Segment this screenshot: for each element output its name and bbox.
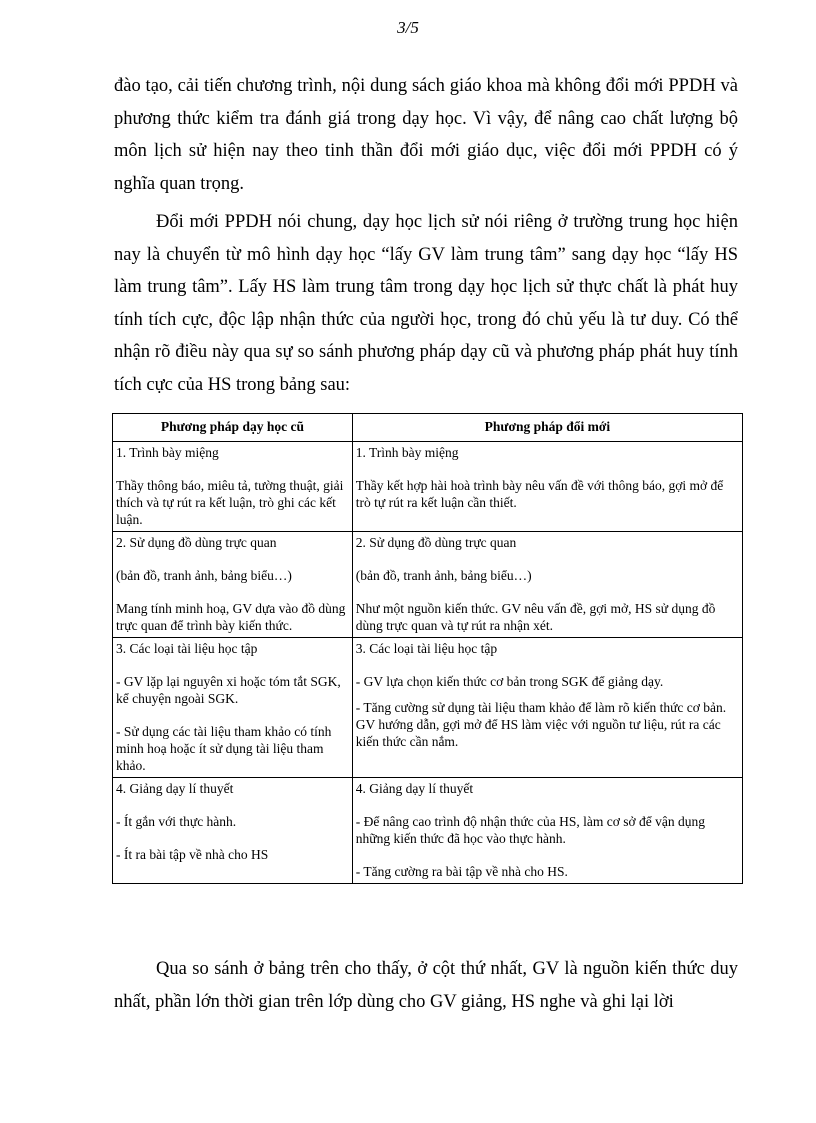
cell-text: - GV lựa chọn kiến thức cơ bản trong SGK để giảng dạy. — [355, 674, 664, 689]
cell-heading: 2. Sử dụng đồ dùng trực quan — [355, 535, 517, 550]
cell-text: (bản đồ, tranh ảnh, bảng biểu…) — [355, 568, 532, 583]
cell-old-method — [113, 532, 353, 638]
cell-new-method — [352, 532, 742, 638]
cell-heading: 3. Các loại tài liệu học tập — [116, 641, 258, 656]
header-old-method: Phương pháp dạy học cũ — [113, 414, 353, 442]
paragraph-intro: đào tạo, cải tiến chương trình, nội dung sách giáo khoa mà không đổi mới PPDH và phương thức kiểm tra đánh giá trong dạy học. Vì vậy, để nâng cao chất lượng bộ môn lịch sử hiện nay theo tinh thần đổi mới giáo dục, việc đổi mới PPDH có ý nghĩa quan trọng. — [114, 76, 738, 194]
cell-heading: 3. Các loại tài liệu học tập — [355, 641, 498, 656]
cell-old-method — [113, 442, 353, 532]
cell-text: (bản đồ, tranh ảnh, bảng biểu…) — [116, 568, 292, 583]
cell-new-method — [352, 442, 742, 532]
cell-text: - Tăng cường ra bài tập về nhà cho HS. — [355, 864, 568, 879]
cell-new-method — [352, 778, 742, 884]
cell-heading: 4. Giảng dạy lí thuyết — [116, 781, 234, 796]
cell-text: - Ít gắn với thực hành. — [116, 814, 237, 829]
cell-text: Thầy thông báo, miêu tả, tường thuật, giải thích và tự rút ra kết luận, trò ghi các kết luận. — [116, 478, 344, 527]
table-row — [113, 778, 743, 884]
cell-heading: 1. Trình bày miệng — [355, 445, 459, 460]
comparison-table — [112, 413, 743, 884]
paragraph-conclusion: Qua so sánh ở bảng trên cho thấy, ở cột thứ nhất, GV là nguồn kiến thức duy nhất, phần lớn thời gian trên lớp dùng cho GV giảng, HS nghe và ghi lại lời — [114, 959, 738, 1012]
cell-old-method — [113, 778, 353, 884]
page-number: 3/5 — [397, 18, 419, 37]
table-row — [113, 638, 743, 778]
paragraph-comparison-intro: Đổi mới PPDH nói chung, dạy học lịch sử nói riêng ở trường trung học hiện nay là chuyển từ mô hình dạy học “lấy GV làm trung tâm” sang dạy học “lấy HS làm trung tâm”. Lấy HS làm trung tâm trong dạy học lịch sử thực chất là phát huy tính tích cực, độc lập nhận thức của người học, trong đó chủ yếu là tư duy. Có thể nhận rõ điều này qua sự so sánh phương pháp dạy cũ và phương pháp phát huy tính tích cực của HS trong bảng sau: — [114, 212, 738, 395]
cell-text: Mang tính minh hoạ, GV dựa vào đồ dùng trực quan để trình bày kiến thức. — [116, 601, 346, 633]
cell-text: Như một nguồn kiến thức. GV nêu vấn đề, gợi mở, HS sử dụng đồ dùng trực quan và tự rút ra nhận xét. — [355, 601, 716, 633]
cell-text: - GV lặp lại nguyên xi hoặc tóm tắt SGK, kể chuyện ngoài SGK. — [116, 674, 341, 706]
table-row — [113, 442, 743, 532]
cell-text: - Để nâng cao trình độ nhận thức của HS, làm cơ sở để vận dụng những kiến thức đã học vào thực hành. — [355, 814, 706, 846]
cell-text: - Sử dụng các tài liệu tham khảo có tính minh hoạ hoặc ít sử dụng tài liệu tham khảo. — [116, 724, 332, 773]
table-header-row — [113, 414, 743, 442]
cell-new-method — [352, 638, 742, 778]
table-row — [113, 532, 743, 638]
cell-text: - Tăng cường sử dụng tài liệu tham khảo để làm rõ kiến thức cơ bản. GV hướng dẫn, gợi mở để HS làm việc với nguồn tư liệu, rút ra các kiến thức cần nắm. — [355, 700, 727, 749]
cell-text: Thầy kết hợp hài hoà trình bày nêu vấn đề với thông báo, gợi mở để trò tự rút ra kết luận cần thiết. — [355, 478, 724, 510]
cell-old-method — [113, 638, 353, 778]
cell-heading: 1. Trình bày miệng — [116, 445, 219, 460]
cell-heading: 2. Sử dụng đồ dùng trực quan — [116, 535, 277, 550]
cell-heading: 4. Giảng dạy lí thuyết — [355, 781, 474, 796]
cell-text: - Ít ra bài tập về nhà cho HS — [116, 847, 269, 862]
header-new-method: Phương pháp đổi mới — [352, 414, 742, 442]
